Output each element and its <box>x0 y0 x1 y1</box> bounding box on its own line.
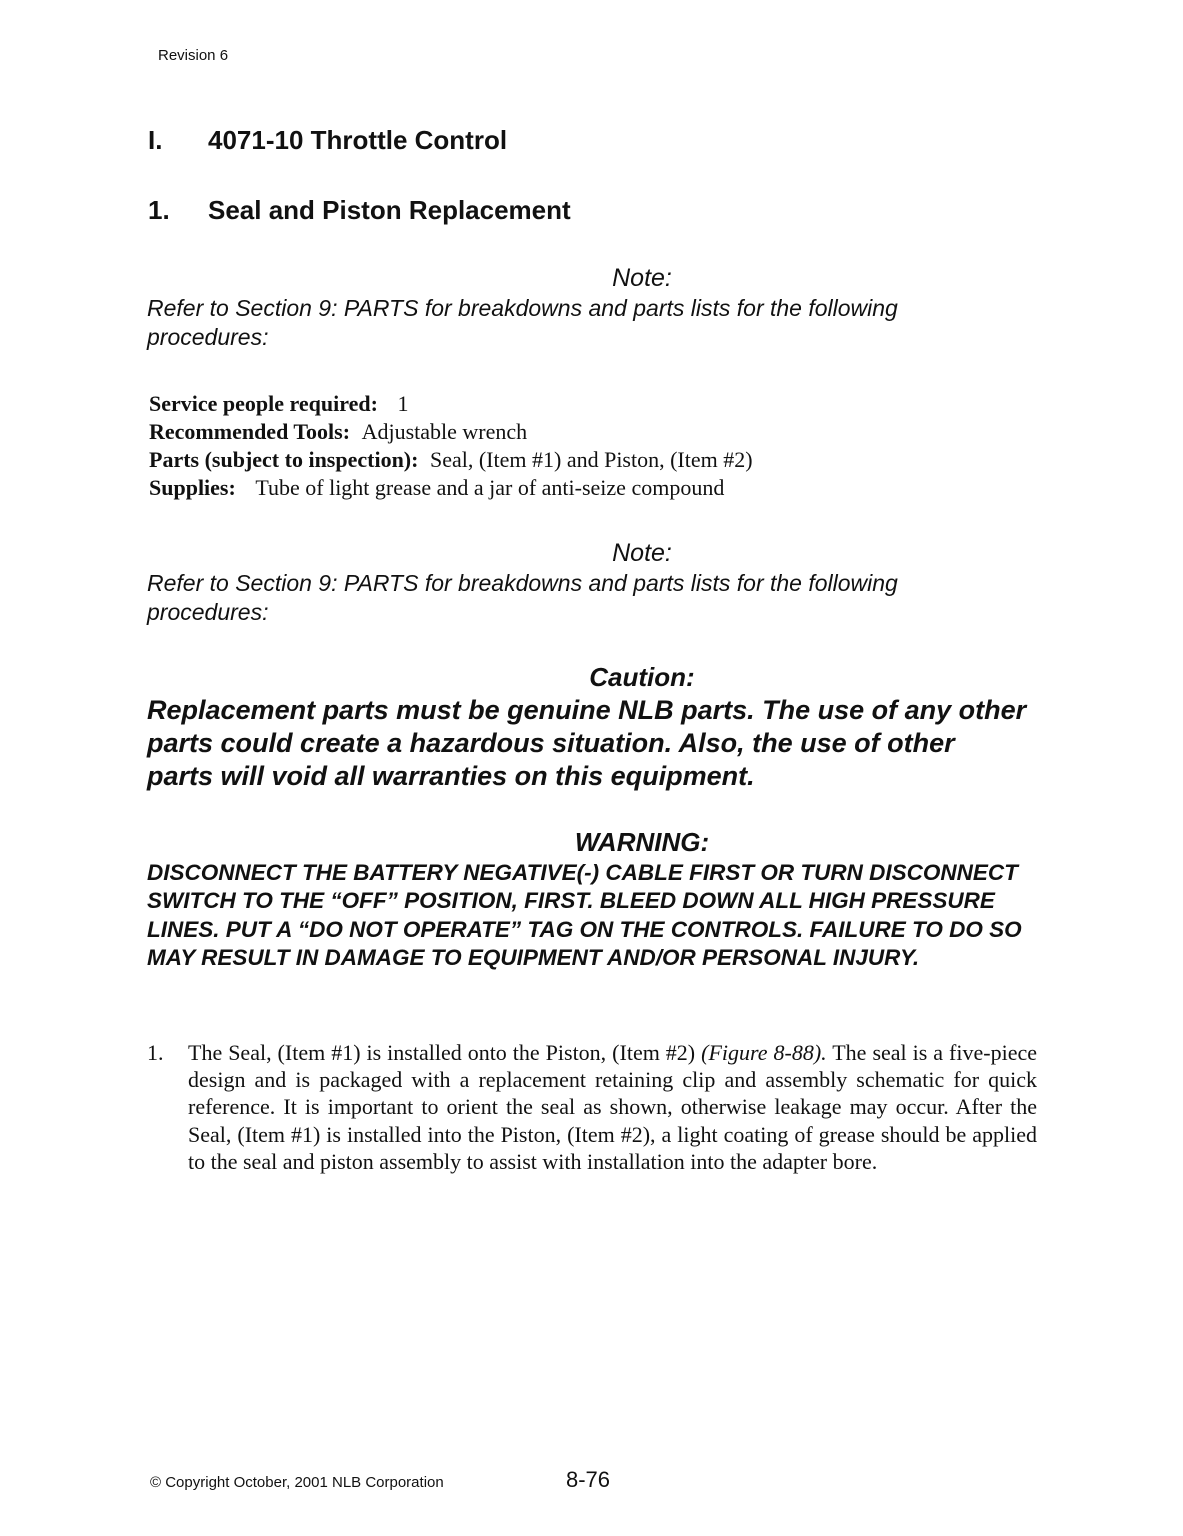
parts-label: Parts (subject to inspection): <box>149 447 419 472</box>
step-number: 1. <box>147 1040 164 1065</box>
parts-value: Seal, (Item #1) and Piston, (Item #2) <box>429 447 753 472</box>
section-title: 4071-10 Throttle Control <box>208 125 508 155</box>
supplies-value: Tube of light grease and a jar of anti-seize compound <box>255 475 725 500</box>
supplies-row <box>149 474 753 502</box>
warning-block <box>147 825 1037 973</box>
warning-title: WARNING: <box>574 827 710 857</box>
note-text: Refer to Section 9: PARTS for breakdowns and parts lists for the following procedures: <box>147 295 898 350</box>
subsection-title: Seal and Piston Replacement <box>208 195 571 225</box>
note-text: Refer to Section 9: PARTS for breakdowns and parts lists for the following procedures: <box>147 570 898 625</box>
step-text-end: The seal is a five-piece design and is packaged with a replacement retaining clip and assembly schematic for quick reference. It is important to orient the seal as shown, otherwise leakage may occur. After the Seal, (Item #1) is installed into the Piston, (Item #2), a light coating of grease should be applied to the seal and piston assembly to assist with installation into the adapter bore. <box>188 1040 1037 1174</box>
note-block-2 <box>147 537 1037 627</box>
subsection-number: 1. <box>148 195 170 225</box>
parts-row <box>149 446 753 474</box>
service-people-value: 1 <box>397 391 409 416</box>
section-number: I. <box>148 125 163 155</box>
service-people-row <box>149 390 753 418</box>
caution-title: Caution: <box>589 662 695 692</box>
note-title: Note: <box>612 264 672 292</box>
procedure-step-1 <box>147 1039 1037 1175</box>
page-number: 8-76 <box>566 1467 611 1492</box>
tools-label: Recommended Tools: <box>149 419 351 444</box>
revision-label: Revision 6 <box>158 47 229 64</box>
step-text-start: The Seal, (Item #1) is installed onto the Piston, (Item #2) <box>188 1040 702 1065</box>
copyright-notice: © Copyright October, 2001 NLB Corporation <box>150 1474 444 1491</box>
note-title: Note: <box>612 539 672 567</box>
tools-value: Adjustable wrench <box>361 419 528 444</box>
service-people-label: Service people required: <box>149 391 378 416</box>
service-specs <box>149 390 753 502</box>
figure-reference: (Figure 8-88). <box>701 1040 827 1065</box>
subsection-heading <box>148 195 571 226</box>
note-block-1 <box>147 262 1037 352</box>
caution-text: Replacement parts must be genuine NLB parts. The use of any other parts could create a hazardous situation. Also, the use of other parts will void all warranties on this equipment. <box>147 695 1027 791</box>
tools-row <box>149 418 753 446</box>
step-body <box>188 1039 1037 1175</box>
caution-block <box>147 660 1037 793</box>
section-heading <box>148 125 507 156</box>
supplies-label: Supplies: <box>149 475 236 500</box>
warning-text: DISCONNECT THE BATTERY NEGATIVE(-) CABLE FIRST OR TURN DISCONNECT SWITCH TO THE “OFF” POSITION, FIRST. BLEED DOWN ALL HIGH PRESSURE LINES. PUT A “DO NOT OPERATE” TAG ON THE CONTROLS. FAILURE TO DO SO MAY RESULT IN DAMAGE TO EQUIPMENT AND/OR PERSONAL INJURY. <box>147 860 1022 971</box>
